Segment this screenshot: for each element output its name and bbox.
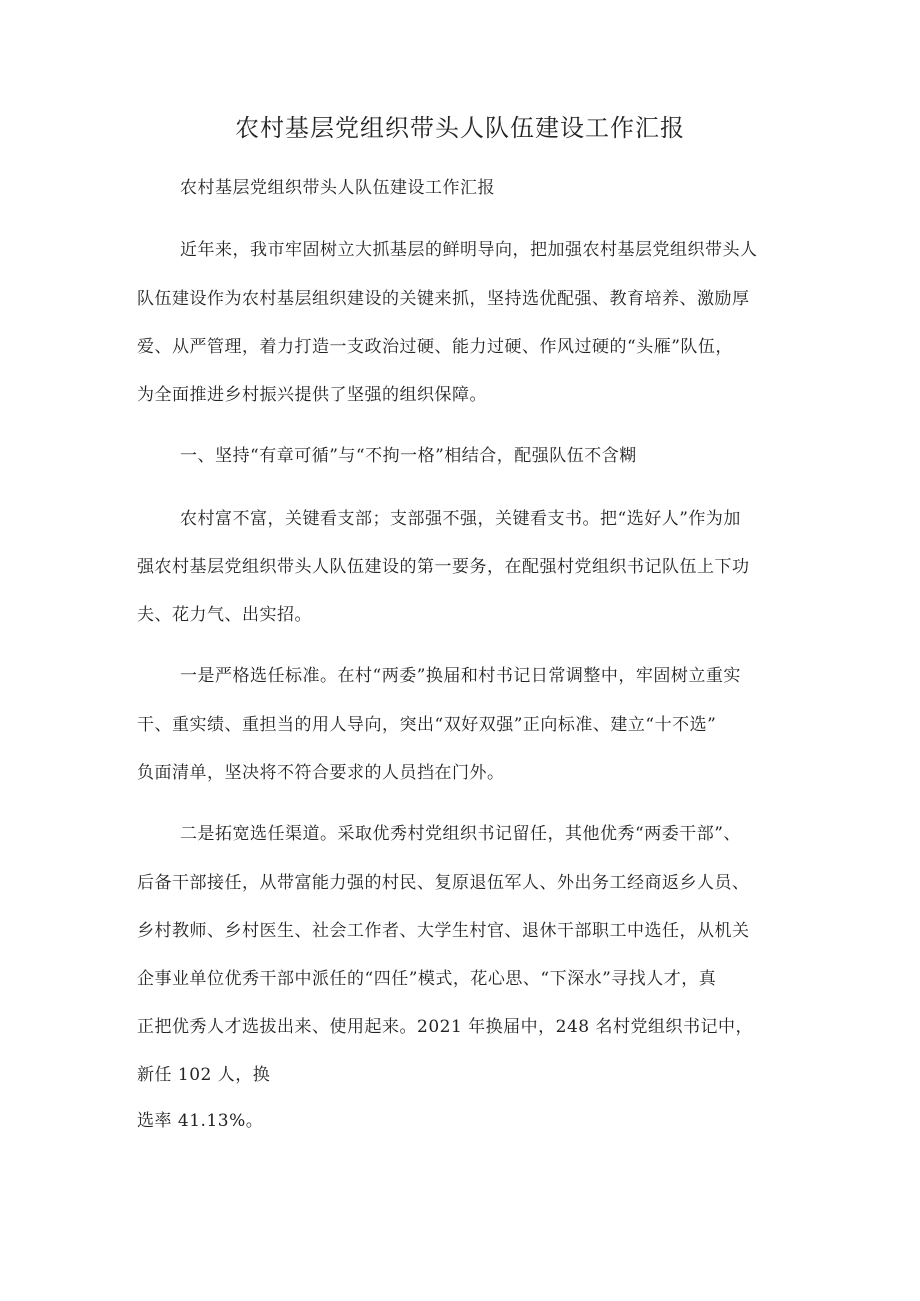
document-title: 农村基层党组织带头人队伍建设工作汇报 — [235, 114, 685, 142]
paragraph-line: 新任 102 人，换 — [137, 1065, 271, 1085]
paragraph-line: 农村富不富，关键看支部；支部强不强，关键看支书。把“选好人”作为加 — [180, 509, 741, 529]
paragraph-line: 夫、花力气、出实招。 — [137, 605, 312, 625]
document-subtitle: 农村基层党组织带头人队伍建设工作汇报 — [180, 178, 495, 198]
intro-line: 近年来，我市牢固树立大抓基层的鲜明导向，把加强农村基层党组织带头人 — [180, 240, 758, 260]
paragraph-line: 一是严格选任标准。在村“两委”换届和村书记日常调整中，牢固树立重实 — [180, 666, 741, 686]
paragraph-line: 乡村教师、乡村医生、社会工作者、大学生村官、退休干部职工中选任，从机关 — [137, 921, 750, 941]
paragraph-line: 二是拓宽选任渠道。采取优秀村党组织书记留任，其他优秀“两委干部”、 — [180, 824, 741, 844]
intro-line: 队伍建设作为农村基层组织建设的关键来抓，坚持选优配强、教育培养、激励厚 — [137, 289, 750, 309]
paragraph-line: 负面清单，坚决将不符合要求的人员挡在门外。 — [137, 763, 505, 783]
intro-line: 为全面推进乡村振兴提供了坚强的组织保障。 — [137, 385, 487, 405]
paragraph-line: 选率 41.13%。 — [137, 1111, 264, 1131]
paragraph-line: 干、重实绩、重担当的用人导向，突出“双好双强”正向标准、建立“十不选” — [137, 715, 717, 735]
intro-line: 爱、从严管理，着力打造一支政治过硬、能力过硬、作风过硬的“头雁”队伍， — [137, 337, 733, 357]
paragraph-line: 后备干部接任，从带富能力强的村民、复原退伍军人、外出务工经商返乡人员、 — [137, 873, 750, 893]
paragraph-line: 企事业单位优秀干部中派任的“四任”模式，花心思、“下深水”寻找人才，真 — [137, 969, 717, 989]
paragraph-line: 正把优秀人才选拔出来、使用起来。2021 年换届中，248 名村党组织书记中， — [137, 1017, 754, 1037]
section-heading: 一、坚持“有章可循”与“不拘一格”相结合，配强队伍不含糊 — [180, 446, 637, 466]
paragraph-line: 强农村基层党组织带头人队伍建设的第一要务，在配强村党组织书记队伍上下功 — [137, 557, 750, 577]
